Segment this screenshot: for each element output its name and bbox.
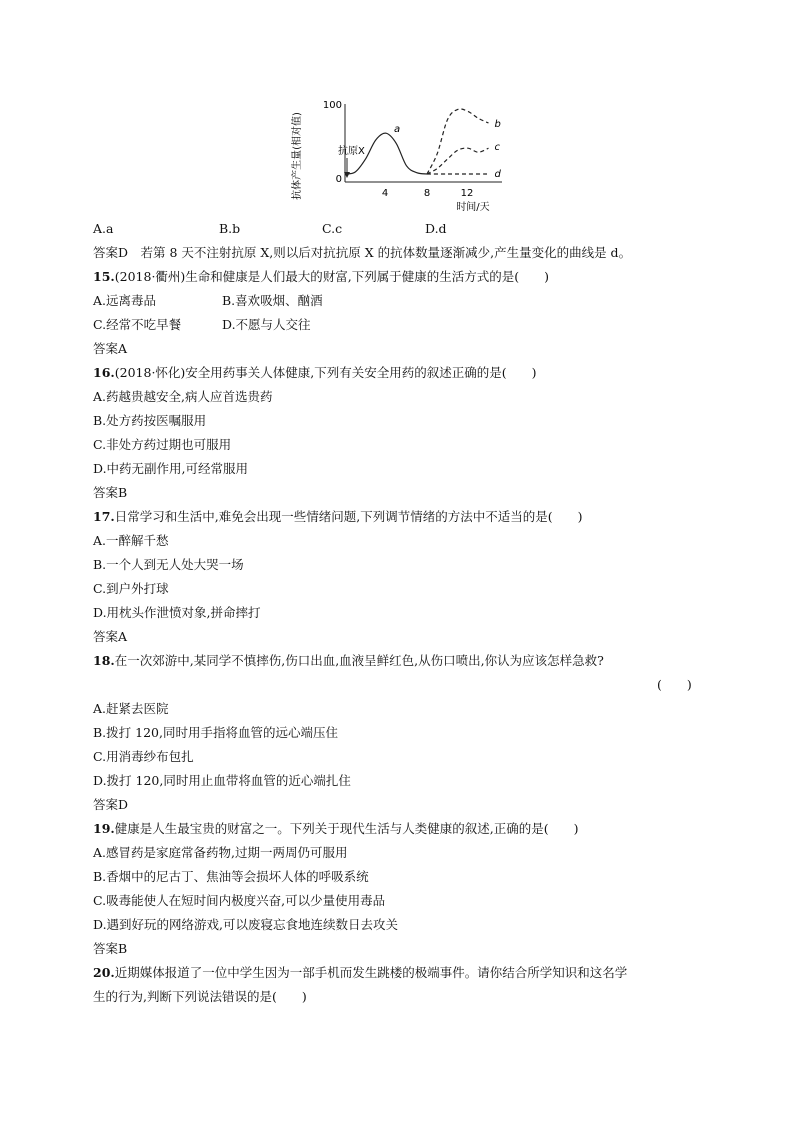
series-d-label: d: [494, 169, 501, 180]
q19-stem: [93, 821, 578, 837]
q19-option-d: D.遇到好玩的网络游戏,可以废寝忘食地连续数日去攻关: [93, 917, 399, 932]
q18-option-b: B.拨打 120,同时用手指将血管的远心端压住: [93, 725, 338, 740]
x-tick-8: 8: [423, 188, 431, 199]
q17-stem: [93, 509, 582, 525]
q15-answer: 答案A: [93, 341, 128, 356]
series-b-line: [427, 109, 489, 174]
q18-option-a: A.赶紧去医院: [93, 701, 169, 716]
q16-option-b: B.处方药按医嘱服用: [93, 413, 207, 428]
q17-option-a: A.一醉解千愁: [93, 533, 169, 548]
q18-option-d: D.拨打 120,同时用止血带将血管的近心端扎住: [93, 773, 351, 788]
q18-paren: ( ): [657, 677, 692, 692]
q20-number: 20.: [93, 965, 115, 980]
y-tick-0: 0: [335, 174, 342, 185]
q16-answer: 答案B: [93, 485, 128, 500]
q17-option-c: C.到户外打球: [93, 581, 169, 596]
q17-answer: 答案A: [93, 629, 128, 644]
q14-option-c: C.c: [322, 221, 343, 236]
q17-option-d: D.用枕头作泄愤对象,拼命摔打: [93, 605, 261, 620]
q19-option-c: C.吸毒能使人在短时间内极度兴奋,可以少量使用毒品: [93, 893, 386, 908]
q14-option-b: B.b: [219, 221, 241, 236]
chart-y-label: 抗体产生量(相对值): [292, 112, 303, 200]
q15-option-c: C.经常不吃早餐: [93, 317, 182, 332]
q18-number: 18.: [93, 653, 115, 668]
antigen-label: 抗原X: [338, 146, 365, 157]
q15-option-d: D.不愿与人交往: [222, 317, 311, 332]
q14-answer: 答案D 若第 8 天不注射抗原 X,则以后对抗抗原 X 的抗体数量逐渐减少,产生量变化的曲线是 d。: [93, 245, 632, 260]
q15-number: 15.: [93, 269, 115, 284]
q15-stem: [93, 269, 549, 285]
q19-number: 19.: [93, 821, 115, 836]
x-tick-12: 12: [460, 188, 474, 199]
q18-text: 在一次郊游中,某同学不慎摔伤,伤口出血,血液呈鲜红色,从伤口喷出,你认为应该怎样急救?: [114, 653, 604, 668]
q16-option-a: A.药越贵越安全,病人应首选贵药: [93, 389, 273, 404]
q19-option-a: A.感冒药是家庭常备药物,过期一两周仍可服用: [93, 845, 348, 860]
chart-x-label: 时间/天: [456, 202, 490, 213]
q16-text: (2018·怀化)安全用药事关人体健康,下列有关安全用药的叙述正确的是( ): [114, 365, 537, 380]
q19-answer: 答案B: [93, 941, 128, 956]
antibody-chart: [280, 96, 520, 216]
q20-text: 近期媒体报道了一位中学生因为一部手机而发生跳楼的极端事件。请你结合所学知识和这名学: [114, 965, 628, 980]
series-c-label: c: [494, 142, 500, 154]
q18-option-c: C.用消毒纱布包扎: [93, 749, 194, 764]
series-a-label: a: [394, 124, 401, 136]
q16-option-c: C.非处方药过期也可服用: [93, 437, 232, 452]
q16-option-d: D.中药无副作用,可经常服用: [93, 461, 249, 476]
q15-option-b: B.喜欢吸烟、酗酒: [222, 293, 323, 308]
q16-number: 16.: [93, 365, 115, 380]
series-b-label: b: [494, 119, 501, 130]
q19-option-b: B.香烟中的尼古丁、焦油等会损坏人体的呼吸系统: [93, 869, 369, 884]
q19-text: 健康是人生最宝贵的财富之一。下列关于现代生活与人类健康的叙述,正确的是( ): [114, 821, 579, 836]
q17-number: 17.: [93, 509, 115, 524]
x-tick-4: 4: [381, 188, 389, 199]
q18-stem: [93, 653, 604, 669]
q17-text: 日常学习和生活中,难免会出现一些情绪问题,下列调节情绪的方法中不适当的是( ): [114, 509, 583, 524]
y-tick-100: 100: [322, 100, 342, 111]
series-c-line: [427, 148, 489, 174]
q20-stem-line1: [93, 965, 627, 981]
q14-option-a: A.a: [93, 221, 114, 236]
q18-answer: 答案D: [93, 797, 129, 812]
q20-stem-line2: 生的行为,判断下列说法错误的是( ): [93, 989, 307, 1004]
q16-stem: [93, 365, 537, 381]
q15-option-a: A.远离毒品: [93, 293, 157, 308]
q14-option-d: D.d: [425, 221, 447, 236]
q17-option-b: B.一个人到无人处大哭一场: [93, 557, 244, 572]
q15-text: (2018·衢州)生命和健康是人们最大的财富,下列属于健康的生活方式的是( ): [114, 269, 550, 284]
